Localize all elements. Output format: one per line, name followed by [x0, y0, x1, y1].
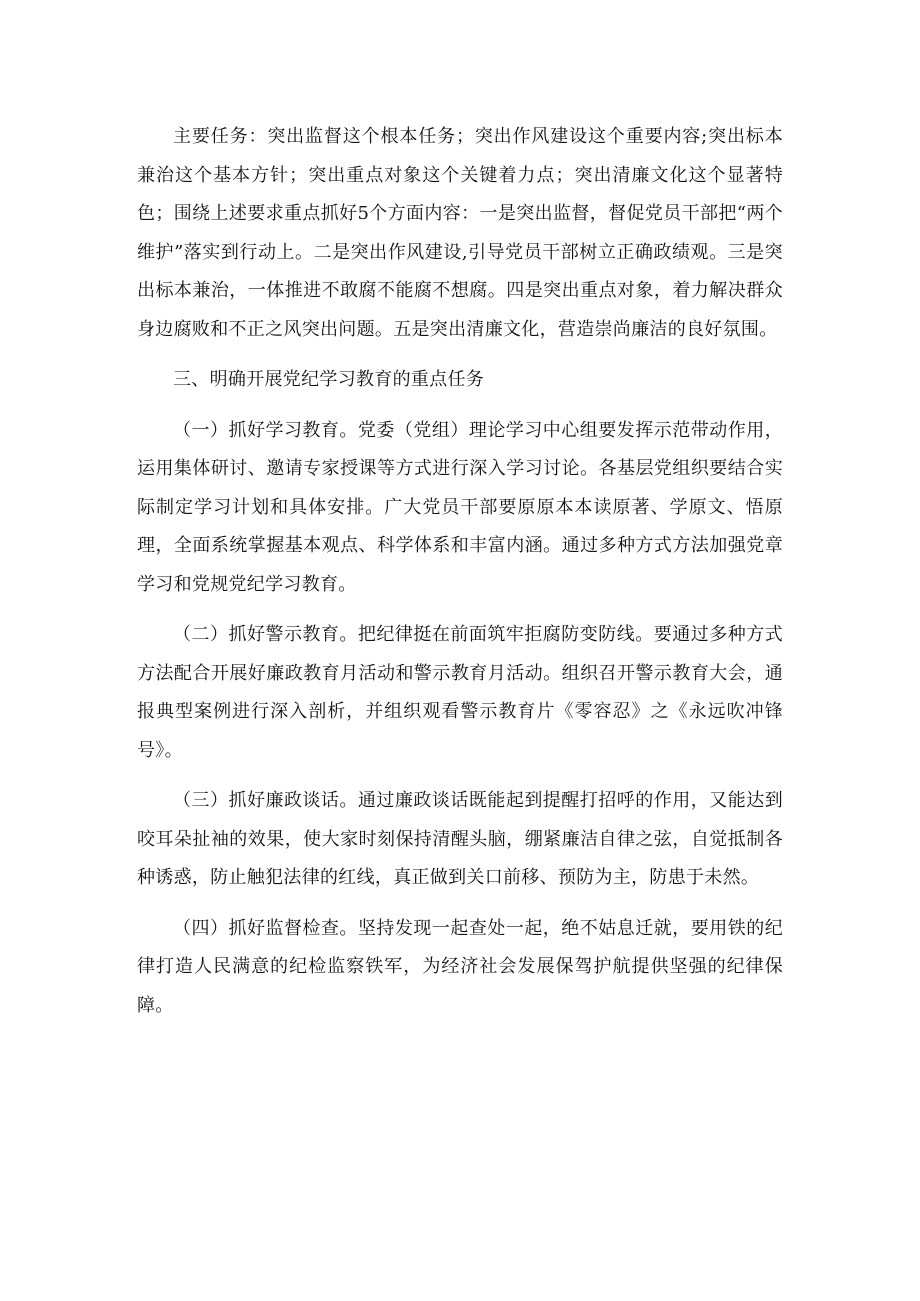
- paragraph-supervision-inspection: （四）抓好监督检查。坚持发现一起查处一起，绝不姑息迁就，要用铁的纪律打造人民满意的纪检监察铁军，为经济社会发展保驾护航提供坚强的纪律保障。: [137, 917, 783, 1016]
- document-body: [137, 118, 783, 1025]
- paragraph-study-education: （一）抓好学习教育。党委（党组）理论学习中心组要发挥示范带动作用，运用集体研讨、邀请专家授课等方式进行深入学习讨论。各基层党组织要结合实际制定学习计划和具体安排。广大党员干部要原原本本读原著、学原文、悟原理，全面系统掌握基本观点、科学体系和丰富内涵。通过多种方式方法加强党章学习和党规党纪学习教育。: [137, 419, 783, 595]
- section-heading-three: 三、明确开展党纪学习教育的重点任务: [173, 369, 485, 390]
- paragraph-main-tasks: 主要任务：突出监督这个根本任务；突出作风建设这个重要内容;突出标本兼治这个基本方针；突出重点对象这个关键着力点；突出清廉文化这个显著特色；围绕上述要求重点抓好5个方面内容：一是突出监督，督促党员干部把“两个维护”落实到行动上。二是突出作风建设,引导党员干部树立正确政绩观。三是突出标本兼治，一体推进不敢腐不能腐不想腐。四是突出重点对象，着力解决群众身边腐败和不正之风突出问题。五是突出清廉文化，营造崇尚廉洁的良好氛围。: [137, 126, 783, 340]
- paragraph-warning-education: （二）抓好警示教育。把纪律挺在前面筑牢拒腐防变防线。要通过多种方式方法配合开展好廉政教育月活动和警示教育月活动。组织召开警示教育大会，通报典型案例进行深入剖析，并组织观看警示教育片《零容忍》之《永远吹冲锋号》。: [137, 624, 783, 761]
- paragraph-integrity-talks: （三）抓好廉政谈话。通过廉政谈话既能起到提醒打招呼的作用，又能达到咬耳朵扯袖的效果，使大家时刻保持清醒头脑，绷紧廉洁自律之弦，自觉抵制各种诱惑，防止触犯法律的红线，真正做到关口前移、预防为主，防患于未然。: [137, 790, 783, 888]
